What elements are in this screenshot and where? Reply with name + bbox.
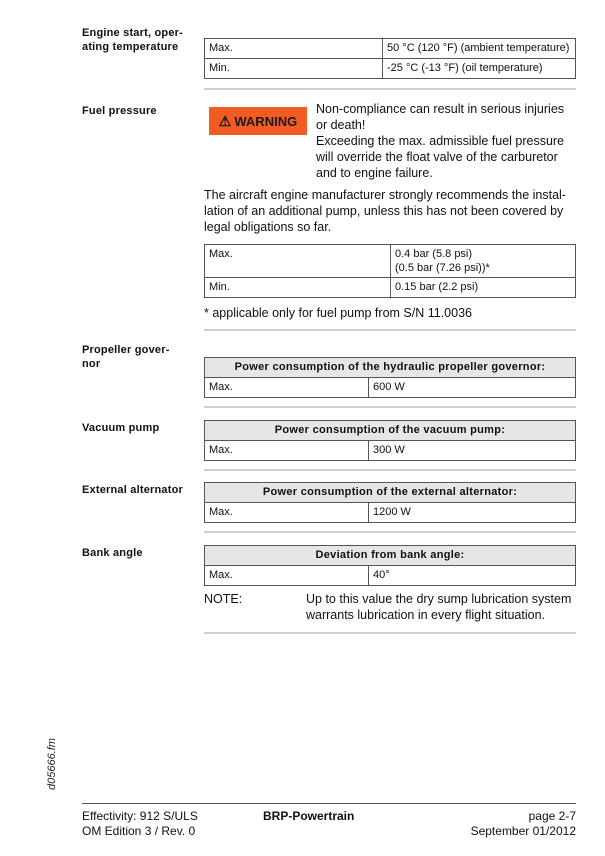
warning-line: Exceeding the max. admissible fuel pressure bbox=[316, 134, 565, 148]
table-row bbox=[205, 378, 576, 398]
note-line: warrants lubrication in every flight situation. bbox=[306, 608, 546, 622]
fuel-pressure-table bbox=[204, 244, 576, 298]
paragraph-line: The aircraft engine manufacturer strongly recommends the instal- bbox=[204, 188, 566, 202]
table-header: Power consumption of the external alternator: bbox=[205, 483, 576, 503]
engine-temp-table bbox=[204, 38, 576, 79]
section-label-fuel-pressure: Fuel pressure bbox=[82, 105, 157, 117]
row-value: -25 °C (-13 °F) (oil temperature) bbox=[383, 59, 576, 79]
footer-right bbox=[471, 809, 576, 839]
section-divider bbox=[204, 531, 576, 533]
section-label-vacuum-pump: Vacuum pump bbox=[82, 422, 160, 434]
section-divider bbox=[204, 329, 576, 331]
page-number: page 2-7 bbox=[528, 809, 576, 823]
table-header-row bbox=[205, 483, 576, 503]
table-row bbox=[205, 39, 576, 59]
footer-company: BRP-Powertrain bbox=[263, 809, 355, 823]
note-text bbox=[306, 591, 571, 623]
row-value: 40° bbox=[369, 566, 576, 586]
section-divider bbox=[204, 88, 576, 90]
external-alternator-table bbox=[204, 482, 576, 523]
file-name-label: d05666.fm bbox=[46, 738, 58, 790]
value-line: 0.4 bar (5.8 psi) bbox=[395, 248, 473, 260]
warning-line: Non-compliance can result in serious injuries bbox=[316, 102, 565, 116]
recommendation-text bbox=[204, 187, 566, 235]
value-line: (0.5 bar (7.26 psi))* bbox=[395, 262, 490, 274]
note-label: NOTE: bbox=[204, 592, 243, 606]
table-header-row bbox=[205, 546, 576, 566]
propeller-governor-table bbox=[204, 357, 576, 398]
table-row bbox=[205, 278, 576, 298]
effectivity: Effectivity: 912 S/ULS bbox=[82, 809, 198, 823]
label-line: Propeller gover- bbox=[82, 344, 170, 356]
edition: OM Edition 3 / Rev. 0 bbox=[82, 824, 196, 838]
table-row bbox=[205, 441, 576, 461]
warning-line: or death! bbox=[316, 118, 366, 132]
footnote: * applicable only for fuel pump from S/N 11.0036 bbox=[204, 306, 472, 320]
warning-triangle-icon: ⚠ bbox=[218, 113, 232, 129]
section-divider bbox=[204, 469, 576, 471]
section-label-bank-angle: Bank angle bbox=[82, 547, 143, 559]
footer-left bbox=[82, 809, 198, 839]
row-value bbox=[391, 245, 576, 278]
row-value: 600 W bbox=[369, 378, 576, 398]
row-name: Max. bbox=[205, 39, 383, 59]
row-name: Max. bbox=[205, 378, 369, 398]
paragraph-line: lation of an additional pump, unless this has not been covered by bbox=[204, 204, 564, 218]
row-name: Max. bbox=[205, 566, 369, 586]
table-header-row bbox=[205, 421, 576, 441]
row-name: Max. bbox=[205, 441, 369, 461]
table-header: Power consumption of the vacuum pump: bbox=[205, 421, 576, 441]
row-name: Min. bbox=[205, 278, 391, 298]
table-row bbox=[205, 245, 576, 278]
row-name: Min. bbox=[205, 59, 383, 79]
table-header: Power consumption of the hydraulic propeller governor: bbox=[205, 358, 576, 378]
paragraph-line: legal obligations so far. bbox=[204, 220, 332, 234]
note-line: Up to this value the dry sump lubrication system bbox=[306, 592, 572, 606]
label-line: nor bbox=[82, 358, 101, 370]
section-label-propeller-governor bbox=[82, 343, 197, 371]
bank-angle-table bbox=[204, 545, 576, 586]
footer-divider bbox=[82, 803, 576, 804]
warning-line: and to engine failure. bbox=[316, 166, 433, 180]
section-label-external-alternator: External alternator bbox=[82, 484, 184, 496]
page-date: September 01/2012 bbox=[470, 824, 576, 838]
table-row bbox=[205, 503, 576, 523]
row-value: 0.15 bar (2.2 psi) bbox=[391, 278, 576, 298]
row-value: 1200 W bbox=[369, 503, 576, 523]
section-label-engine-temp bbox=[82, 26, 197, 54]
label-line: ating temperature bbox=[82, 41, 179, 53]
warning-badge-label: WARNING bbox=[234, 113, 298, 129]
table-row bbox=[205, 59, 576, 79]
row-value: 50 °C (120 °F) (ambient temperature) bbox=[383, 39, 576, 59]
section-divider bbox=[204, 406, 576, 408]
table-row bbox=[205, 566, 576, 586]
table-header-row bbox=[205, 358, 576, 378]
warning-badge bbox=[209, 107, 307, 135]
label-line: Engine start, oper- bbox=[82, 27, 183, 39]
row-value: 300 W bbox=[369, 441, 576, 461]
warning-line: will override the float valve of the carburetor bbox=[316, 150, 558, 164]
section-divider bbox=[204, 632, 576, 634]
warning-text bbox=[316, 101, 564, 181]
vacuum-pump-table bbox=[204, 420, 576, 461]
row-name: Max. bbox=[205, 245, 391, 278]
row-name: Max. bbox=[205, 503, 369, 523]
table-header: Deviation from bank angle: bbox=[205, 546, 576, 566]
